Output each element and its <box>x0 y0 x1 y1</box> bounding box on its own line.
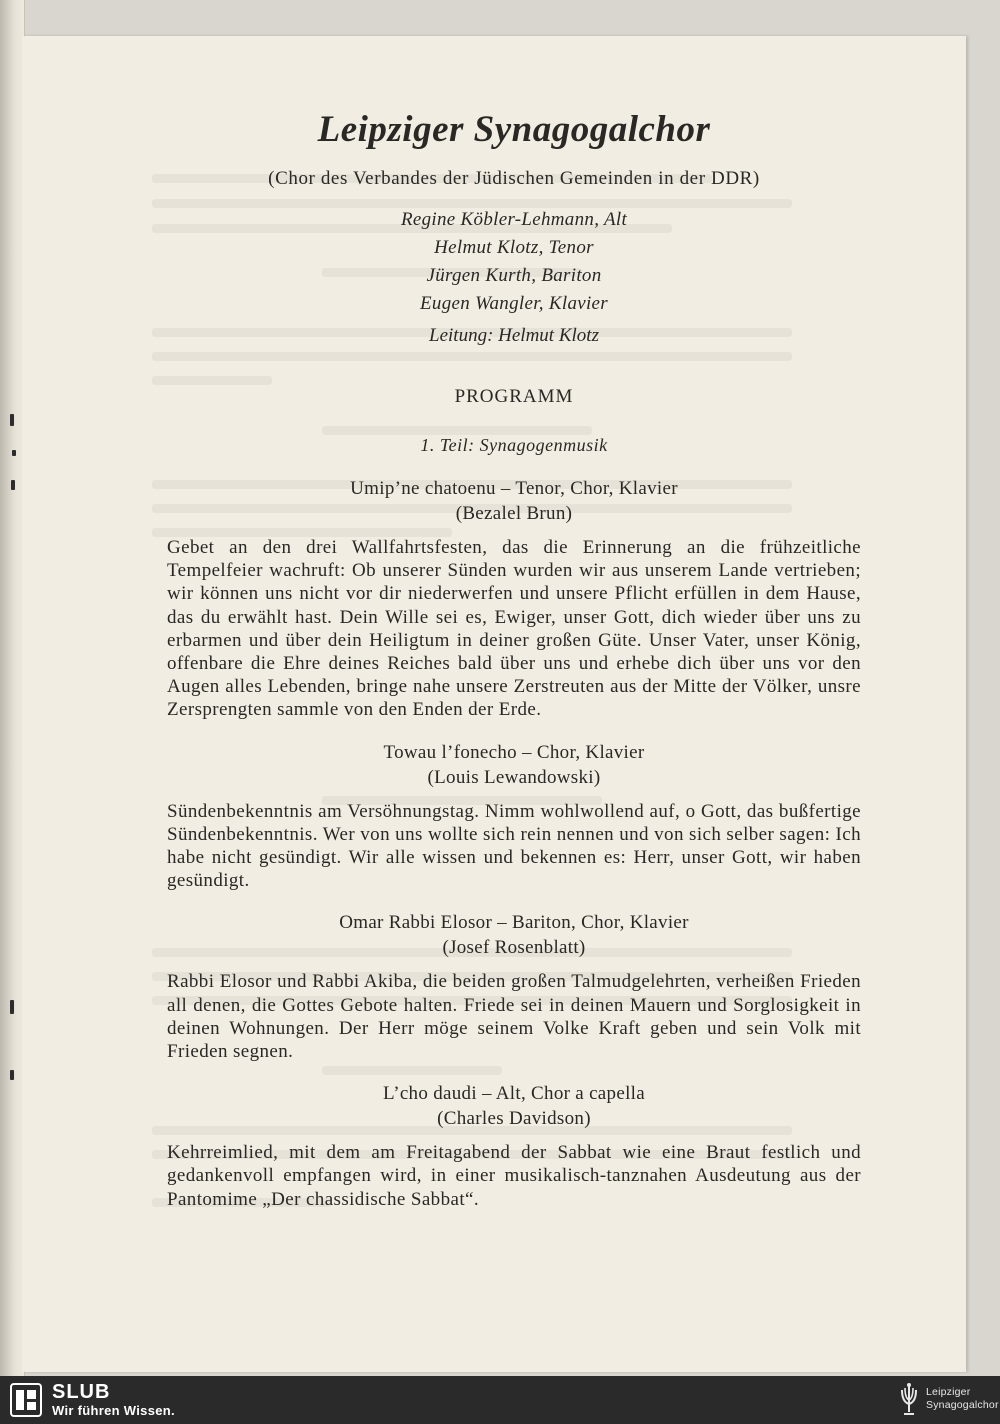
piece-description: Kehrreimlied, mit dem am Freitagabend der Sabbat wie eine Braut festlich und gedankenvoll empfangen wird, in einer musikalisch-tanznahen Ausdeutung aus der Pantomime „Der chassidische Sabbat“. <box>167 1142 861 1210</box>
menorah-logo-icon <box>898 1382 920 1418</box>
choir-logo-line: Synagogalchor <box>926 1399 999 1411</box>
piece-title: Towau l’fonecho – Chor, Klavier <box>383 741 645 763</box>
piece-title: Omar Rabbi Elosor – Bariton, Chor, Klavier <box>339 912 689 934</box>
piece-description: Rabbi Elosor und Rabbi Akiba, die beiden großen Talmudgelehrten, verheißen Frieden all denen, die Gottes Gebote halten. Friede sei in deinen Mauern und Sorglosigkeit in deinen Wohnungen. Der Herr möge seinem Volke Kraft geben und sein Volk mit Frieden segnen. <box>167 971 861 1063</box>
choir-logo-text <box>926 1386 999 1412</box>
piece-description: Gebet an den drei Wallfahrtsfesten, das die Erinnerung an die frühzeitliche Tempelfeier wachruft: Ob unserer Sünden wurden wir aus unserem Lande vertrieben; wir können uns nicht vor dir niederwerfen und unsere Pflicht erfüllen in dem Hause, das du erwählt hast. Dein Wille sei es, Ewiger, unser Gott, dich wieder über uns zu erbarmen und über dein Heiligtum in deiner großen Güte. Unser Vater, unser König, offenbare die Ehre deines Reiches bald über uns und erhebe dich über uns vor den Augen alles Lebenden, bringe nahe unsere Zerstreuten aus der Mitte der Völker, unsre Zersprengten sammle von den Enden der Erde. <box>167 537 861 721</box>
piece-description: Sündenbekenntnis am Versöhnungstag. Nimm wohlwollend auf, o Gott, das bußfertige Sündenbekenntnis. Wer von uns wollte sich rein nennen und von sich selber sagen: Ich habe nicht gesündigt. Wir alle wissen und bekennen es: Herr, unser Gott, wir haben gesündigt. <box>167 800 861 892</box>
part-heading: 1. Teil: Synagogenmusik <box>420 435 608 455</box>
page-content <box>167 108 861 1211</box>
piece-composer: (Charles Davidson) <box>437 1108 591 1130</box>
program-heading: PROGRAMM <box>454 386 574 407</box>
performer-entry: Regine Köbler-Lehmann, Alt <box>400 209 628 230</box>
performer-list <box>167 206 861 318</box>
piece-entry <box>167 476 861 722</box>
library-name[interactable]: SLUB <box>52 1381 111 1403</box>
piece-title: Umip’ne chatoenu – Tenor, Chor, Klavier <box>350 478 678 499</box>
piece-composer: (Josef Rosenblatt) <box>442 937 586 959</box>
piece-composer: (Bezalel Brun) <box>455 503 573 524</box>
piece-entry <box>167 1081 861 1211</box>
choir-logo-line: Leipziger <box>926 1386 971 1398</box>
footer-bar <box>0 1376 1000 1424</box>
performer-entry: Jürgen Kurth, Bariton <box>426 265 602 286</box>
piece-composer: (Louis Lewandowski) <box>427 766 601 788</box>
piece-entry <box>167 740 861 893</box>
piece-title: L’cho daudi – Alt, Chor a capella <box>383 1083 645 1105</box>
piece-entry <box>167 910 861 1063</box>
library-tagline: Wir führen Wissen. <box>52 1403 175 1418</box>
program-page <box>22 36 966 1372</box>
performer-entry: Eugen Wangler, Klavier <box>420 293 608 314</box>
choir-subtitle: (Chor des Verbandes der Jüdischen Gemeinden in der DDR) <box>268 168 760 189</box>
choir-title: Leipziger Synagogalchor <box>317 109 711 150</box>
slub-logo-icon[interactable] <box>10 1383 42 1417</box>
leader-line: Leitung: Helmut Klotz <box>429 325 599 346</box>
performer-entry: Helmut Klotz, Tenor <box>434 237 594 258</box>
